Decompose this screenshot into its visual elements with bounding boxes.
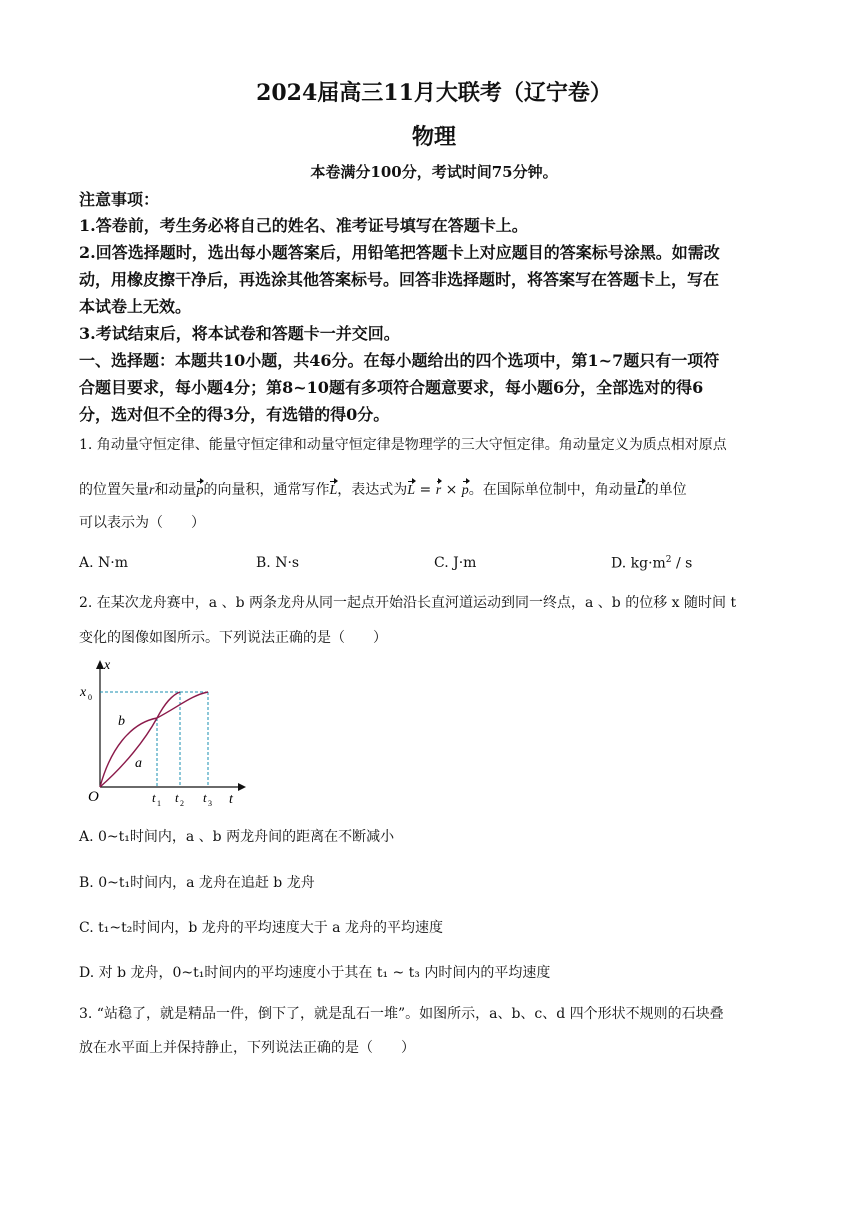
- q1-expr-times: ×: [441, 482, 462, 498]
- x-axis-label: x: [104, 658, 111, 673]
- q1-text-b: 和动量: [154, 482, 197, 498]
- q1-text-e: 。在国际单位制中，角动量: [468, 482, 637, 498]
- q1-expr-p: p: [462, 480, 469, 502]
- x-axis-arrow: [96, 660, 104, 669]
- q2-line-2: 变化的图像如图所示。下列说法正确的是（ ）: [79, 630, 387, 646]
- q1-line-2: [79, 479, 791, 502]
- q1-text-c: 的向量积，通常写作: [203, 482, 330, 498]
- subject-title: 物理: [411, 124, 456, 150]
- q1-expr-r: r: [436, 480, 441, 502]
- t3-subscript: 3: [208, 799, 212, 808]
- t-axis-arrow: [238, 783, 246, 791]
- notice-item-2-line-2: 动，用橡皮擦干净后，再选涂其他答案标号。回答非选择题时，将答案写在答题卡上，写在: [79, 270, 720, 289]
- q1-expr-eq: =: [415, 482, 436, 498]
- q1-expression: [407, 482, 469, 498]
- q2-option-d: D. 对 b 龙舟，0~t₁时间内的平均速度小于其在 t₁ ~ t₃ 内时间内的平均速度: [79, 965, 551, 981]
- t2-subscript: 2: [180, 799, 184, 808]
- notice-item-2-line-1: 2.回答选择题时，选出每小题答案后，用铅笔把答题卡上对应题目的答案标号涂黑。如需改: [79, 243, 720, 262]
- curve-a: [100, 692, 180, 787]
- q1-option-d-base: D. kg·m: [611, 555, 666, 572]
- q1-option-d-tail: / s: [671, 555, 693, 572]
- q1-option-d-sup: 2: [665, 555, 672, 565]
- q1-line-3: 可以表示为（ ）: [79, 515, 205, 531]
- q1-var-L2-vector: L: [637, 480, 645, 502]
- q3-line-1: 3. “站稳了，就是精品一件，倒下了，就是乱石一堆”。如图所示，a、b、c、d 四个形状不规则的石块叠: [79, 1006, 724, 1022]
- q1-line-1: 1. 角动量守恒定律、能量守恒定律和动量守恒定律是物理学的三大守恒定律。角动量定义为质点相对原点: [79, 437, 727, 453]
- q1-option-b: B. N·s: [256, 555, 300, 571]
- q1-expr-L: L: [407, 480, 415, 502]
- x0-label: x: [80, 685, 87, 700]
- q2-option-c: C. t₁~t₂时间内，b 龙舟的平均速度大于 a 龙舟的平均速度: [79, 920, 443, 936]
- q1-text-d: ，表达式为: [337, 482, 408, 498]
- curve-a-label: a: [135, 756, 142, 771]
- q2-xt-graph: [70, 655, 250, 810]
- section1-line-2: 合题目要求，每小题4分；第8~10题有多项符合题意要求，每小题6分，全部选对的得6: [79, 378, 704, 397]
- t1-subscript: 1: [157, 799, 161, 808]
- q1-var-r: r: [149, 483, 155, 498]
- q1-var-p-vector: p: [196, 480, 203, 502]
- origin-label: O: [88, 789, 99, 805]
- exam-title: 2024届高三11月大联考（辽宁卷）: [256, 80, 612, 106]
- notice-item-1: 1.答卷前，考生务必将自己的姓名、准考证号填写在答题卡上。: [79, 216, 528, 235]
- q1-option-c: C. J·m: [434, 555, 477, 571]
- t3-label: t: [203, 790, 207, 805]
- q2-option-b: B. 0~t₁时间内，a 龙舟在追赶 b 龙舟: [79, 875, 315, 891]
- q1-text-a: 的位置矢量: [79, 482, 149, 498]
- q2-option-a: A. 0~t₁时间内，a 、b 两龙舟间的距离在不断减小: [79, 829, 395, 845]
- section1-line-3: 分，选对但不全的得3分，有选错的得0分。: [79, 405, 390, 424]
- curve-b-label: b: [118, 714, 125, 729]
- t1-label: t: [152, 790, 156, 805]
- notice-heading: 注意事项：: [79, 190, 160, 209]
- section1-line-1: 一、选择题：本题共10小题，共46分。在每小题给出的四个选项中，第1~7题只有一项符: [79, 351, 720, 370]
- curve-b: [100, 692, 208, 787]
- t2-label: t: [175, 790, 179, 805]
- x0-subscript: 0: [88, 693, 92, 702]
- t-axis-label: t: [229, 792, 233, 807]
- q2-line-1: 2. 在某次龙舟赛中，a 、b 两条龙舟从同一起点开始沿长直河道运动到同一终点，a 、b 的位移 x 随时间 t: [79, 595, 737, 611]
- q1-text-f: 的单位: [644, 482, 687, 498]
- notice-item-2-line-3: 本试卷上无效。: [79, 297, 192, 316]
- q3-line-2: 放在水平面上并保持静止，下列说法正确的是（ ）: [79, 1040, 415, 1056]
- q1-var-L-vector: L: [329, 480, 337, 502]
- q1-option-a: A. N·m: [79, 555, 128, 571]
- score-info: 本卷满分100分，考试时间75分钟。: [310, 163, 558, 181]
- q1-option-d: [611, 555, 692, 572]
- notice-item-3: 3.考试结束后，将本试卷和答题卡一并交回。: [79, 324, 400, 343]
